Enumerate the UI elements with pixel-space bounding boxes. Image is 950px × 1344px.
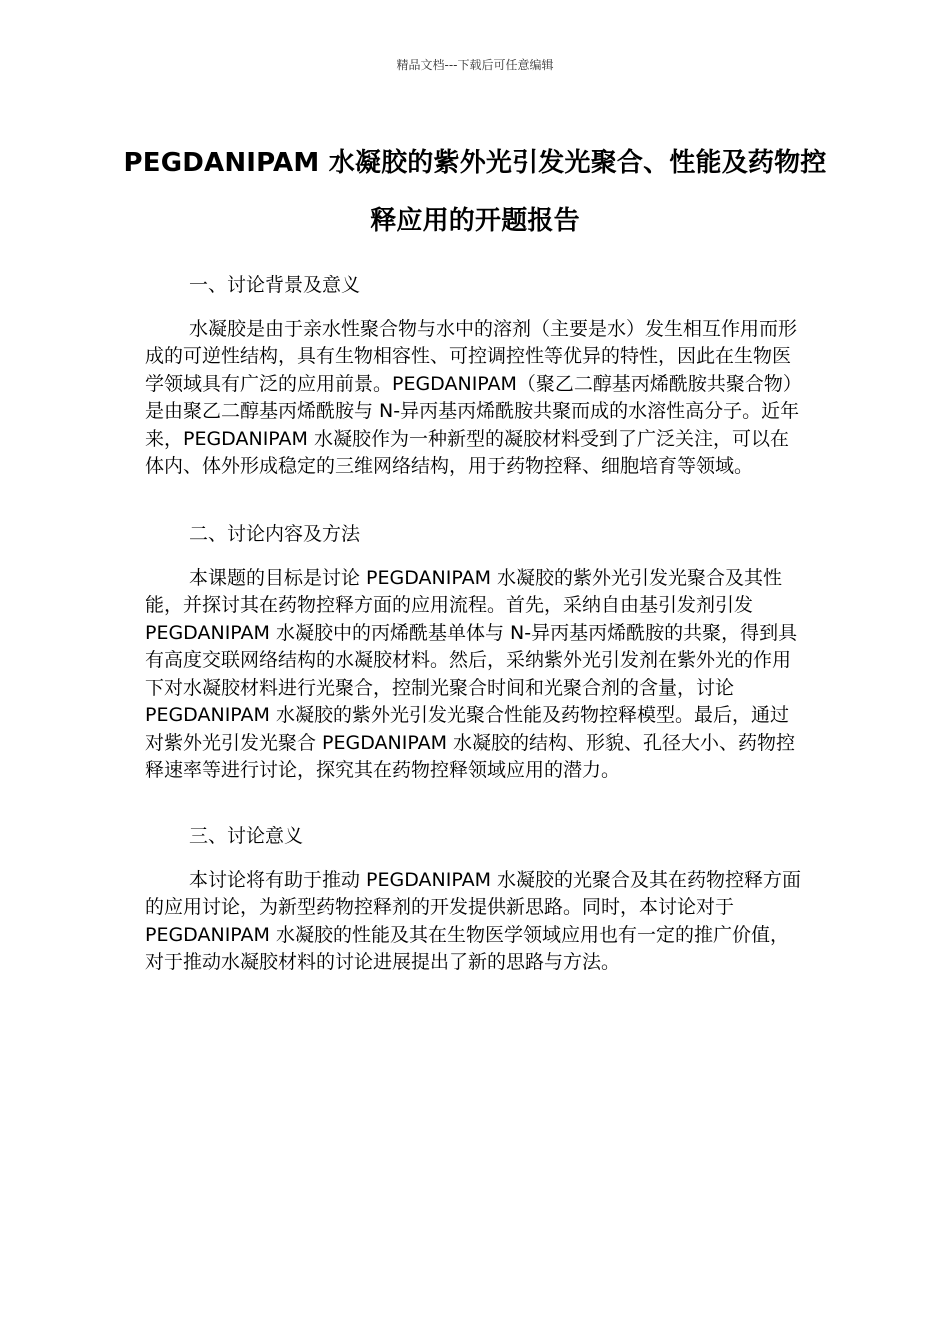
running-header: 精品文档---下载后可任意编辑 — [396, 58, 554, 72]
section-paragraph: 本课题的目标是讨论 PEGDANIPAM 水凝胶的紫外光引发光聚合及其性能，并探讨其在药物控释方面的应用流程。首先，采纳自由基引发剂引发 PEGDANIPAM 水凝胶中的丙烯酰基单体与 N-异丙基丙烯酰胺的共聚，得到具有高度交联网络结构的水凝胶材料。然后，采纳紫外光引发剂在紫外光的作用下对水凝胶材料进行光聚合，控制光聚合时间和光聚合剂的含量，讨论 PEGDANIPAM 水凝胶的紫外光引发光聚合性能及药物控释模型。最后，通过对紫外光引发光聚合 PEGDANIPAM 水凝胶的结构、形貌、孔径大小、药物控释速率等进行讨论，探究其在药物控释领域应用的潜力。 — [145, 566, 798, 781]
section-heading: 三、讨论意义 — [189, 825, 304, 847]
document-title: PEGDANIPAM 水凝胶的紫外光引发光聚合、性能及药物控释应用的开题报告 — [123, 148, 827, 236]
section-content-method — [145, 521, 805, 785]
section-heading: 一、讨论背景及意义 — [189, 274, 361, 296]
section-background — [145, 272, 805, 481]
section-paragraph: 水凝胶是由于亲水性聚合物与水中的溶剂（主要是水）发生相互作用而形成的可逆性结构，具有生物相容性、可控调控性等优异的特性，因此在生物医学领域具有广泛的应用前景。PEGDANIPAM（聚乙二醇基丙烯酰胺共聚合物）是由聚乙二醇基丙烯酰胺与 N-异丙基丙烯酰胺共聚而成的水溶性高分子。近年来，PEGDANIPAM 水凝胶作为一种新型的凝胶材料受到了广泛关注，可以在体内、体外形成稳定的三维网络结构，用于药物控释、细胞培育等领域。 — [145, 317, 802, 477]
section-significance — [145, 823, 805, 977]
section-heading: 二、讨论内容及方法 — [189, 523, 361, 545]
section-paragraph: 本讨论将有助于推动 PEGDANIPAM 水凝胶的光聚合及其在药物控释方面的应用讨论，为新型药物控释剂的开发提供新思路。同时，本讨论对于 PEGDANIPAM 水凝胶的性能及其在生物医学领域应用也有一定的推广价值，对于推动水凝胶材料的讨论进展提出了新的思路与方法。 — [145, 868, 802, 973]
